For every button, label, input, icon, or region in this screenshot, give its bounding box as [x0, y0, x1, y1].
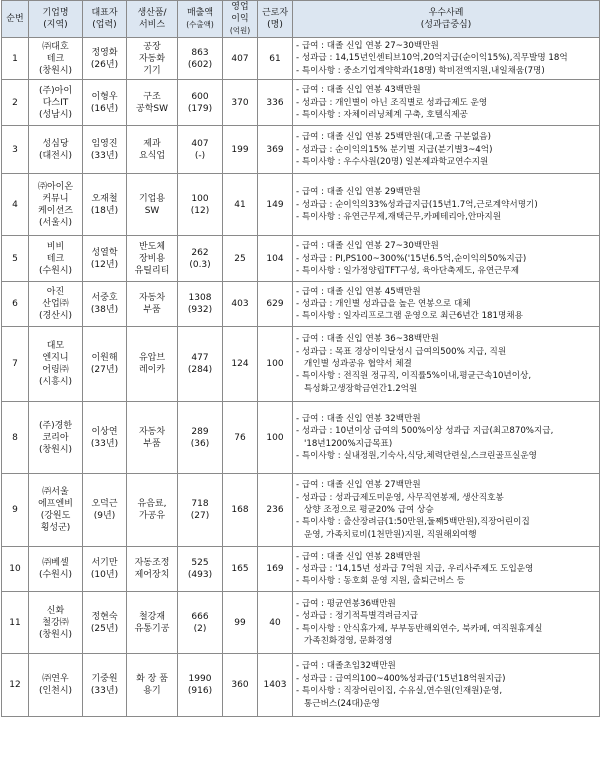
sales-amount-line: (493) — [187, 570, 213, 581]
company-name-line: (성남시) — [38, 109, 73, 120]
product-service-line: 요식업 — [138, 150, 166, 161]
detail-line: 운영, 가족치료비(1천만원)지원, 직원해외여행 — [304, 529, 477, 540]
operating-profit: 407 — [223, 38, 258, 80]
company-name-line: (주)경한 — [38, 420, 73, 431]
ceo-name-line: 오재철 — [91, 193, 118, 204]
product-service-line: 공학SW — [136, 103, 168, 114]
detail-line: - 특이사항 : 실내정원,기숙사,식당,체력단련실,스크린골프실운영 — [296, 451, 537, 462]
company-name-line: 에프엔비 — [38, 499, 73, 510]
company-name-line: 대모 — [46, 341, 65, 352]
product-service-line: SW — [144, 205, 160, 216]
product-service-line: 제과 — [143, 138, 161, 149]
detail-line: - 급여 : 대졸 신입 연봉 32백만원 — [296, 413, 421, 424]
detail-line: - 급여 : 대졸 신입 연봉 25백만원(대,고졸 구분없음) — [296, 132, 491, 143]
company-name-line: (대전시) — [38, 150, 73, 161]
company-name-line: 다스IT — [42, 97, 69, 108]
sales-amount-line: (284) — [187, 365, 213, 376]
company-name-line: 케이션즈 — [38, 205, 73, 216]
company-name — [29, 547, 83, 592]
company-name — [29, 327, 83, 402]
companies-table — [1, 0, 600, 717]
header-profit-line: 이익 — [231, 14, 249, 24]
product-service-line: 레이카 — [138, 365, 166, 376]
product-service-line: 가공유 — [138, 511, 166, 522]
product-service-line: 부품 — [143, 438, 161, 449]
company-name-line: 코리아 — [42, 432, 69, 443]
detail-line: - 특이사항 : 유연근무제,재택근무,카페테리아,안마지원 — [296, 211, 502, 222]
worker-count: 169 — [258, 547, 293, 592]
ceo-name — [83, 80, 127, 126]
table-row — [2, 80, 600, 126]
row-number: 2 — [2, 80, 29, 126]
detail-line: 개인별 성과공유 협약서 체결 — [304, 359, 412, 370]
product-service-line: 용기 — [143, 686, 161, 697]
ceo-name — [83, 282, 127, 327]
ceo-name-line: 서중호 — [91, 293, 118, 304]
sales-amount-line: 666 — [191, 611, 209, 622]
company-name-line: 커뮤니 — [42, 193, 69, 204]
detail-line: 특성화고생장학금연간1.2억원 — [304, 383, 418, 394]
detail-line: - 성과급 : '14,15년 성과급 7억원 지급, 우리사주제도 도입운영 — [296, 564, 534, 575]
sales-amount — [178, 654, 223, 717]
product-service-line: 유틸리티 — [134, 265, 170, 276]
sales-amount — [178, 126, 223, 174]
ceo-name-line: (12년) — [90, 259, 119, 270]
product-service-line: 유압브 — [138, 353, 166, 364]
ceo-name-line: (27년) — [90, 365, 119, 376]
company-name-line: (주)아이 — [38, 85, 73, 96]
detail-line: - 성과급 : 개인별이 아닌 조직별로 성과급제도 운영 — [296, 97, 488, 108]
sales-amount-line: 262 — [191, 247, 209, 258]
ceo-name-line: (33년) — [90, 686, 119, 697]
ceo-name-line: 성열학 — [91, 247, 118, 258]
row-number: 1 — [2, 38, 29, 80]
company-name-line: 어링㈜ — [42, 365, 69, 376]
sales-amount — [178, 592, 223, 654]
detail-line: 상향 조정으로 평균20% 급여 상승 — [304, 505, 434, 516]
ceo-name-line: (26년) — [90, 59, 119, 70]
company-name-line: (강원도 — [40, 511, 71, 522]
company-name-line: ㈜연우 — [42, 674, 69, 685]
product-service-line: 제어장치 — [134, 570, 170, 581]
product-service-line: 자동화 — [138, 53, 166, 64]
table-body — [2, 38, 600, 717]
product-service — [127, 282, 178, 327]
sales-amount — [178, 474, 223, 547]
detail-line: - 성과급 : 10년이상 급여의 500%이상 성과급 지급(최고870%지급, — [296, 426, 554, 437]
sales-amount — [178, 547, 223, 592]
product-service-line: 장비용 — [138, 253, 166, 264]
best-practice-details — [293, 282, 600, 327]
company-name — [29, 402, 83, 474]
row-number: 8 — [2, 402, 29, 474]
detail-line: - 급여 : 대졸 신입 연봉 45백만원 — [296, 286, 421, 297]
company-name-line: 테크 — [46, 53, 65, 64]
sales-amount-line: (27) — [190, 511, 210, 522]
sales-amount-line: 100 — [191, 193, 209, 204]
ceo-name — [83, 474, 127, 547]
header-no-line: 순번 — [6, 14, 24, 24]
ceo-name-line: 기중원 — [91, 674, 118, 685]
table-row — [2, 327, 600, 402]
ceo-name-line: (18년) — [90, 205, 119, 216]
company-name-line: (인천시) — [38, 686, 73, 697]
header-no — [2, 1, 29, 38]
company-name-line: 비비 — [46, 241, 65, 252]
worker-count: 149 — [258, 174, 293, 236]
product-service-line: 기업용 — [138, 193, 166, 204]
table-row — [2, 38, 600, 80]
table-row — [2, 282, 600, 327]
detail-line: - 성과급 : 정기적특별격려금지급 — [296, 611, 419, 622]
company-name-line: 엔지니 — [42, 353, 69, 364]
sales-amount — [178, 38, 223, 80]
detail-line: - 특이사항 : 자체이러닝체계 구축, 호텔식제공 — [296, 109, 468, 120]
detail-line: - 급여 : 대졸 신입 연봉 28백만원 — [296, 551, 421, 562]
company-name-line: 산업㈜ — [42, 299, 69, 310]
row-number: 10 — [2, 547, 29, 592]
company-name-line: (시흥시) — [38, 377, 73, 388]
best-practice-details — [293, 38, 600, 80]
row-number: 4 — [2, 174, 29, 236]
product-service — [127, 80, 178, 126]
company-name-line: ㈜아이온 — [37, 181, 74, 192]
company-name — [29, 474, 83, 547]
detail-line: - 급여 : 대졸 신입 연봉 27백만원 — [296, 480, 421, 491]
best-practice-details — [293, 327, 600, 402]
company-name-line: 횡성군) — [40, 523, 71, 534]
ceo-name-line: (16년) — [90, 103, 119, 114]
best-practice-details — [293, 592, 600, 654]
table-row — [2, 402, 600, 474]
best-practice-details — [293, 174, 600, 236]
company-name-line: (창원시) — [38, 444, 73, 455]
sales-amount — [178, 174, 223, 236]
best-practice-details — [293, 402, 600, 474]
company-name-line: ㈜대호 — [42, 41, 69, 52]
table-row — [2, 474, 600, 547]
sales-amount-line: 1990 — [188, 674, 212, 685]
ceo-name-line: (33년) — [90, 438, 119, 449]
detail-line: - 성과급 : 순이익의15% 분기별 지급(분기별3~4억) — [296, 144, 493, 155]
header-details — [293, 1, 600, 38]
header-product-line: 생산품/ — [137, 8, 167, 18]
sales-amount-line: (0.3) — [189, 259, 211, 270]
header-workers — [258, 1, 293, 38]
detail-line: - 특이사항 : 일가정양립TFT구성, 육아단축제도, 유연근무제 — [296, 265, 520, 276]
worker-count: 40 — [258, 592, 293, 654]
ceo-name — [83, 174, 127, 236]
sales-amount-line: 289 — [191, 426, 209, 437]
ceo-name-line: 이원해 — [91, 353, 118, 364]
product-service — [127, 38, 178, 80]
company-name-line: 테크 — [46, 253, 65, 264]
table-row — [2, 236, 600, 282]
header-company-line: 기업명 — [42, 8, 69, 18]
company-name-line: 신화 — [46, 605, 65, 616]
company-name — [29, 282, 83, 327]
detail-line: - 성과급 : 순이익의33%성과급지급(15년1.7억,근로계약서명기) — [296, 199, 538, 210]
ceo-name-line: (25년) — [90, 623, 119, 634]
table-row — [2, 174, 600, 236]
product-service — [127, 174, 178, 236]
sales-amount-line: 1308 — [188, 293, 212, 304]
product-service-line: 부품 — [143, 305, 161, 316]
operating-profit: 76 — [223, 402, 258, 474]
operating-profit: 168 — [223, 474, 258, 547]
detail-line: - 특이사항 : 동호회 운영 지원, 출퇴근버스 등 — [296, 576, 465, 587]
ceo-name-line: 오덕근 — [91, 499, 118, 510]
detail-line: - 급여 : 대졸 신입 연봉 27~30백만원 — [296, 41, 439, 51]
detail-line: - 급여 : 대졸초임32백만원 — [296, 661, 396, 672]
ceo-name — [83, 654, 127, 717]
row-number: 3 — [2, 126, 29, 174]
product-service-line: 자동차 — [138, 293, 166, 304]
company-name-line: ㈜서울 — [42, 487, 69, 498]
detail-line: 가족친화경영, 문화경영 — [304, 636, 393, 647]
ceo-name-line: (38년) — [90, 305, 119, 316]
detail-line: - 특이사항 : 전직원 정규직, 이직률5%이내,평균근속10년이상, — [296, 371, 532, 382]
sales-amount-line: (12) — [190, 205, 210, 216]
worker-count: 61 — [258, 38, 293, 80]
worker-count: 369 — [258, 126, 293, 174]
row-number: 6 — [2, 282, 29, 327]
worker-count: 336 — [258, 80, 293, 126]
detail-line: - 특이사항 : 안식휴가제, 부부동반해외연수, 북카페, 여직원휴게실 — [296, 623, 543, 634]
sales-amount-line: 477 — [191, 353, 209, 364]
operating-profit: 199 — [223, 126, 258, 174]
header-profit-line: (억원) — [229, 26, 251, 35]
detail-line: 통근버스(24대)운영 — [304, 698, 380, 709]
ceo-name-line: (33년) — [90, 150, 119, 161]
operating-profit: 165 — [223, 547, 258, 592]
header-sales-line: 매출액 — [186, 8, 214, 18]
product-service-line: 화 장 품 — [136, 674, 168, 685]
product-service-line: 반도체 — [138, 241, 166, 252]
best-practice-details — [293, 654, 600, 717]
ceo-name-line: 임영진 — [91, 138, 118, 149]
ceo-name-line: 서기만 — [91, 558, 118, 569]
ceo-name-line: 이형우 — [91, 91, 118, 102]
detail-line: - 급여 : 평균연봉36백만원 — [296, 598, 396, 609]
detail-line: - 성과급 : 목표 경상이익달성시 급여의500% 지급, 직원 — [296, 346, 507, 357]
company-name-line: 아진 — [46, 287, 65, 298]
worker-count: 629 — [258, 282, 293, 327]
header-profit — [223, 1, 258, 38]
ceo-name — [83, 126, 127, 174]
table-row — [2, 126, 600, 174]
best-practice-details — [293, 474, 600, 547]
product-service — [127, 474, 178, 547]
header-details-line: 우수사례 — [428, 8, 464, 18]
header-ceo — [83, 1, 127, 38]
operating-profit: 25 — [223, 236, 258, 282]
sales-amount-line: (916) — [187, 686, 213, 697]
product-service — [127, 592, 178, 654]
product-service-line: 자동차 — [138, 426, 166, 437]
operating-profit: 99 — [223, 592, 258, 654]
ceo-name — [83, 592, 127, 654]
row-number: 7 — [2, 327, 29, 402]
product-service — [127, 327, 178, 402]
detail-line: '18년1200%지급목표) — [304, 438, 393, 449]
ceo-name — [83, 547, 127, 592]
sales-amount — [178, 80, 223, 126]
company-name-line: 철강㈜ — [42, 617, 69, 628]
company-name — [29, 80, 83, 126]
row-number: 9 — [2, 474, 29, 547]
company-name — [29, 236, 83, 282]
ceo-name — [83, 38, 127, 80]
ceo-name-line: 이상연 — [91, 426, 118, 437]
ceo-name — [83, 236, 127, 282]
detail-line: - 성과급 : 개인별 성과급을 높은 연봉으로 대체 — [296, 299, 471, 310]
sales-amount-line: 718 — [191, 499, 209, 510]
ceo-name-line: (9년) — [93, 511, 116, 522]
company-name-line: (창원시) — [38, 65, 73, 76]
company-name — [29, 126, 83, 174]
company-name-line: (수원시) — [38, 570, 73, 581]
sales-amount — [178, 402, 223, 474]
detail-line: - 성과급 : 급여의100~400%성과급('15년18억원지급) — [296, 673, 506, 684]
company-name-line: (서울시) — [38, 217, 73, 228]
company-name — [29, 592, 83, 654]
ceo-name — [83, 402, 127, 474]
company-name — [29, 654, 83, 717]
header-profit-line: 영업 — [231, 2, 249, 12]
best-practice-details — [293, 547, 600, 592]
operating-profit: 403 — [223, 282, 258, 327]
sales-amount-line: 863 — [191, 47, 209, 58]
company-name-line: ㈜베셀 — [42, 558, 69, 569]
sales-amount-line: (179) — [187, 103, 213, 114]
detail-line: - 특이사항 : 직장어린이집, 수유실,연수원(인재원)운영, — [296, 686, 503, 697]
header-company-line: (지역) — [43, 20, 68, 30]
sales-amount-line: (932) — [187, 305, 213, 316]
product-service-line: 자동조정 — [134, 558, 170, 569]
sales-amount-line: 407 — [191, 138, 209, 149]
detail-line: - 급여 : 대졸 신입 연봉 43백만원 — [296, 85, 421, 96]
worker-count: 100 — [258, 402, 293, 474]
row-number: 11 — [2, 592, 29, 654]
company-name-line: (수원시) — [38, 265, 73, 276]
header-workers-line: 근로자 — [261, 8, 289, 18]
header-ceo-line: 대표자 — [91, 8, 118, 18]
header-details-line: (성과급중심) — [420, 20, 472, 30]
detail-line: - 성과급 : PI,PS100~300%('15년6.5억,순이익의50%지급) — [296, 253, 527, 264]
detail-line: - 성과급 : 성과급제도미운영, 사무직연봉제, 생산직호봉 — [296, 492, 504, 503]
product-service — [127, 236, 178, 282]
company-name — [29, 174, 83, 236]
best-practice-details — [293, 80, 600, 126]
company-name-line: 성심당 — [42, 138, 69, 149]
ceo-name-line: 정현숙 — [91, 611, 118, 622]
product-service-line: 기기 — [143, 65, 161, 76]
product-service-line: 유통기공 — [134, 623, 170, 634]
detail-line: - 특이사항 : 일자리프로그램 운영으로 최근6년간 181명채용 — [296, 311, 523, 322]
product-service — [127, 654, 178, 717]
company-name-line: (경산시) — [38, 311, 73, 322]
sales-amount-line: (36) — [190, 438, 210, 449]
sales-amount-line: (602) — [187, 59, 213, 70]
sales-amount-line: 600 — [191, 91, 209, 102]
operating-profit: 124 — [223, 327, 258, 402]
company-name-line: (창원시) — [38, 629, 73, 640]
detail-line: - 급여 : 대졸 신입 연봉 29백만원 — [296, 187, 421, 198]
header-product-line: 서비스 — [138, 20, 166, 30]
detail-line: - 급여 : 대졸 신입 연봉 36~38백만원 — [296, 334, 439, 345]
detail-line: - 특이사항 : 출산장려금(1:50만원,둘째5백만원),직장어린이집 — [296, 517, 530, 528]
sales-amount — [178, 327, 223, 402]
row-number: 12 — [2, 654, 29, 717]
worker-count: 104 — [258, 236, 293, 282]
company-name — [29, 38, 83, 80]
product-service — [127, 402, 178, 474]
product-service-line: 공장 — [143, 41, 161, 52]
table-row — [2, 547, 600, 592]
sales-amount-line: 525 — [191, 558, 209, 569]
product-service-line: 철강재 — [138, 611, 166, 622]
best-practice-details — [293, 236, 600, 282]
ceo-name-line: 정영화 — [91, 47, 118, 58]
worker-count: 1403 — [258, 654, 293, 717]
best-practice-details — [293, 126, 600, 174]
ceo-name-line: (10년) — [90, 570, 119, 581]
sales-amount-line: (-) — [194, 150, 206, 161]
sales-amount-line: (2) — [193, 623, 207, 634]
sales-amount — [178, 282, 223, 327]
sales-amount — [178, 236, 223, 282]
product-service-line: 유음료, — [137, 499, 167, 510]
worker-count: 100 — [258, 327, 293, 402]
header-company — [29, 1, 83, 38]
product-service — [127, 547, 178, 592]
operating-profit: 370 — [223, 80, 258, 126]
detail-line: - 성과급 : 14,15년인센티브10억,20억지급(순이익15%),직무발명 18억 — [296, 53, 568, 64]
ceo-name — [83, 327, 127, 402]
product-service — [127, 126, 178, 174]
product-service-line: 구조 — [143, 91, 161, 102]
header-sales-line: (수출액) — [186, 20, 214, 29]
header-ceo-line: (업력) — [92, 20, 117, 30]
header-workers-line: (명) — [267, 20, 283, 30]
header-row — [2, 1, 600, 38]
detail-line: - 급여 : 대졸 신입 연봉 27~30백만원 — [296, 241, 439, 252]
table-row — [2, 654, 600, 717]
header-product — [127, 1, 178, 38]
row-number: 5 — [2, 236, 29, 282]
operating-profit: 360 — [223, 654, 258, 717]
detail-line: - 특이사항 : 우수사원(20명) 일본제과학교연수지원 — [296, 156, 489, 167]
detail-line: - 특이사항 : 중소기업계약학과(18명) 학비전액지원,내일채움(7명) — [296, 65, 545, 76]
worker-count: 236 — [258, 474, 293, 547]
table-row — [2, 592, 600, 654]
header-sales — [178, 1, 223, 38]
operating-profit: 41 — [223, 174, 258, 236]
